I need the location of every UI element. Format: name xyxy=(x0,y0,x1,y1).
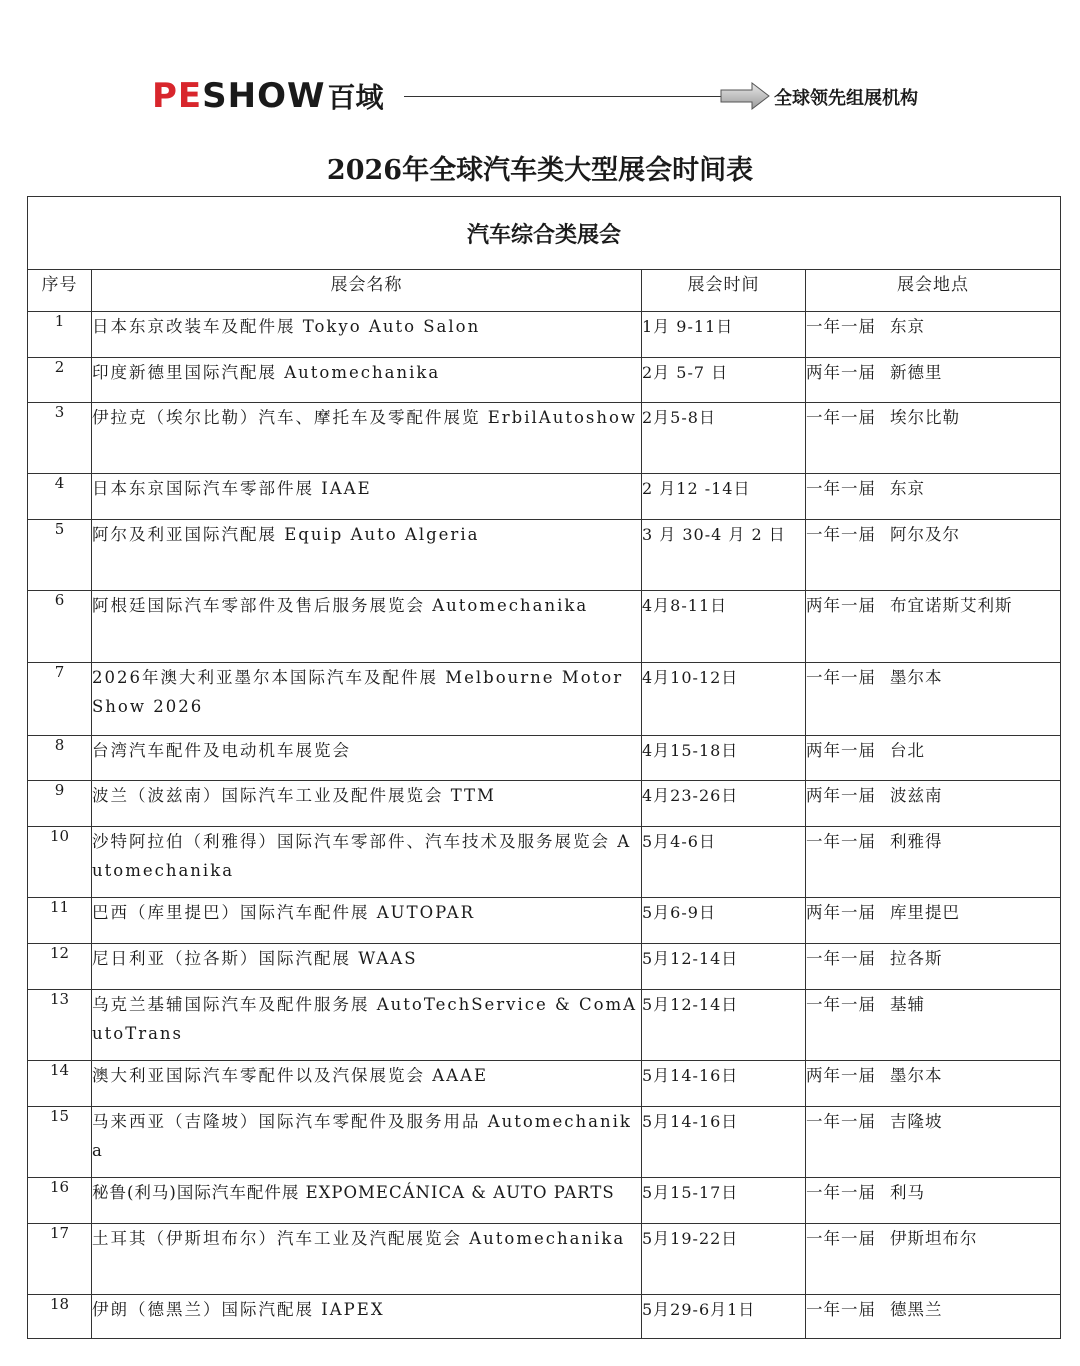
exhibition-location xyxy=(806,591,1061,663)
exhibition-city: 吉隆坡 xyxy=(890,1112,943,1131)
arrow-right-icon xyxy=(720,82,770,110)
row-number: 8 xyxy=(28,736,92,781)
exhibition-date: 1月 9-11日 xyxy=(642,312,806,358)
exhibition-city: 基辅 xyxy=(890,995,925,1014)
table-row xyxy=(28,1061,1061,1107)
table-row xyxy=(28,944,1061,990)
row-number: 6 xyxy=(28,591,92,663)
exhibition-location xyxy=(806,663,1061,736)
row-number: 5 xyxy=(28,520,92,591)
exhibition-frequency: 两年一届 xyxy=(806,1066,876,1085)
exhibition-name: 巴西（库里提巴）国际汽车配件展 AUTOPAR xyxy=(92,898,642,944)
table-row xyxy=(28,591,1061,663)
row-number: 13 xyxy=(28,990,92,1061)
row-number: 9 xyxy=(28,781,92,827)
exhibition-schedule-table xyxy=(27,196,1061,1339)
exhibition-location xyxy=(806,736,1061,781)
table-row xyxy=(28,312,1061,358)
row-number: 17 xyxy=(28,1224,92,1295)
exhibition-date: 4月8-11日 xyxy=(642,591,806,663)
row-number: 12 xyxy=(28,944,92,990)
exhibition-date: 5月29-6月1日 xyxy=(642,1295,806,1339)
row-number: 3 xyxy=(28,403,92,474)
exhibition-frequency: 一年一届 xyxy=(806,1229,876,1248)
row-number: 4 xyxy=(28,474,92,520)
exhibition-frequency: 一年一届 xyxy=(806,1300,876,1319)
exhibition-frequency: 一年一届 xyxy=(806,832,876,851)
exhibition-city: 阿尔及尔 xyxy=(890,525,960,544)
exhibition-date: 5月6-9日 xyxy=(642,898,806,944)
exhibition-date: 2月5-8日 xyxy=(642,403,806,474)
exhibition-location xyxy=(806,1295,1061,1339)
exhibition-location xyxy=(806,1224,1061,1295)
exhibition-name: 马来西亚（吉隆坡）国际汽车零配件及服务用品 Automechanika xyxy=(92,1107,642,1178)
exhibition-city: 拉各斯 xyxy=(890,949,943,968)
exhibition-location xyxy=(806,1178,1061,1224)
exhibition-location xyxy=(806,520,1061,591)
logo-chinese-text: 百域 xyxy=(327,81,384,114)
exhibition-location xyxy=(806,990,1061,1061)
exhibition-date: 2 月12 -14日 xyxy=(642,474,806,520)
row-number: 2 xyxy=(28,358,92,403)
exhibition-name: 印度新德里国际汽配展 Automechanika xyxy=(92,358,642,403)
row-number: 7 xyxy=(28,663,92,736)
exhibition-city: 布宜诺斯艾利斯 xyxy=(890,596,1013,615)
header-rule-line xyxy=(404,96,722,97)
table-row xyxy=(28,1224,1061,1295)
exhibition-date: 5月19-22日 xyxy=(642,1224,806,1295)
exhibition-name: 波兰（波兹南）国际汽车工业及配件展览会 TTM xyxy=(92,781,642,827)
document-header xyxy=(0,0,1080,130)
tagline: 全球领先组展机构 xyxy=(774,88,918,109)
exhibition-city: 德黑兰 xyxy=(890,1300,943,1319)
exhibition-name: 阿尔及利亚国际汽配展 Equip Auto Algeria xyxy=(92,520,642,591)
exhibition-frequency: 一年一届 xyxy=(806,525,876,544)
exhibition-location xyxy=(806,827,1061,898)
exhibition-name: 乌克兰基辅国际汽车及配件服务展 AutoTechService & ComAutoTrans xyxy=(92,990,642,1061)
exhibition-location xyxy=(806,944,1061,990)
row-number: 18 xyxy=(28,1295,92,1339)
exhibition-location xyxy=(806,1107,1061,1178)
exhibition-frequency: 两年一届 xyxy=(806,903,876,922)
table-row xyxy=(28,474,1061,520)
exhibition-location xyxy=(806,312,1061,358)
document-title: 2026年全球汽车类大型展会时间表 xyxy=(326,155,754,186)
exhibition-frequency: 一年一届 xyxy=(806,479,876,498)
exhibition-location xyxy=(806,1061,1061,1107)
exhibition-location xyxy=(806,358,1061,403)
exhibition-frequency: 一年一届 xyxy=(806,408,876,427)
exhibition-frequency: 一年一届 xyxy=(806,949,876,968)
exhibition-frequency: 两年一届 xyxy=(806,741,876,760)
exhibition-name: 伊朗（德黑兰）国际汽配展 IAPEX xyxy=(92,1295,642,1339)
exhibition-city: 库里提巴 xyxy=(890,903,960,922)
exhibition-city: 东京 xyxy=(890,479,925,498)
column-header-row xyxy=(28,270,1061,312)
logo-show-text: SHOW xyxy=(202,76,326,116)
table-row xyxy=(28,1178,1061,1224)
exhibition-date: 5月15-17日 xyxy=(642,1178,806,1224)
exhibition-date: 4月15-18日 xyxy=(642,736,806,781)
row-number: 1 xyxy=(28,312,92,358)
exhibition-location xyxy=(806,898,1061,944)
table-row xyxy=(28,736,1061,781)
exhibition-date: 4月10-12日 xyxy=(642,663,806,736)
exhibition-city: 利马 xyxy=(890,1183,925,1202)
logo-pe-text: PE xyxy=(152,76,203,116)
row-number: 10 xyxy=(28,827,92,898)
exhibition-city: 伊斯坦布尔 xyxy=(890,1229,978,1248)
column-header-no: 序号 xyxy=(28,270,92,312)
exhibition-city: 利雅得 xyxy=(890,832,943,851)
exhibition-frequency: 一年一届 xyxy=(806,1183,876,1202)
exhibition-name: 澳大利亚国际汽车零配件以及汽保展览会 AAAE xyxy=(92,1061,642,1107)
column-header-date: 展会时间 xyxy=(642,270,806,312)
table-row xyxy=(28,520,1061,591)
table-row xyxy=(28,990,1061,1061)
exhibition-date: 3 月 30-4 月 2 日 xyxy=(642,520,806,591)
exhibition-frequency: 两年一届 xyxy=(806,363,876,382)
exhibition-date: 2月 5-7 日 xyxy=(642,358,806,403)
exhibition-frequency: 一年一届 xyxy=(806,668,876,687)
exhibition-location xyxy=(806,403,1061,474)
section-row xyxy=(28,197,1061,270)
exhibition-date: 5月12-14日 xyxy=(642,944,806,990)
exhibition-name: 台湾汽车配件及电动机车展览会 xyxy=(92,736,642,781)
exhibition-frequency: 两年一届 xyxy=(806,786,876,805)
table-row xyxy=(28,1107,1061,1178)
exhibition-name: 日本东京国际汽车零部件展 IAAE xyxy=(92,474,642,520)
exhibition-date: 4月23-26日 xyxy=(642,781,806,827)
exhibition-location xyxy=(806,781,1061,827)
exhibition-city: 新德里 xyxy=(890,363,943,382)
exhibition-name: 土耳其（伊斯坦布尔）汽车工业及汽配展览会 Automechanika xyxy=(92,1224,642,1295)
exhibition-name: 沙特阿拉伯（利雅得）国际汽车零部件、汽车技术及服务展览会 Automechanika xyxy=(92,827,642,898)
exhibition-name: 尼日利亚（拉各斯）国际汽配展 WAAS xyxy=(92,944,642,990)
table-row xyxy=(28,403,1061,474)
exhibition-city: 墨尔本 xyxy=(890,1066,943,1085)
column-header-name: 展会名称 xyxy=(92,270,642,312)
exhibition-frequency: 两年一届 xyxy=(806,596,876,615)
peshow-logo xyxy=(152,74,384,118)
table-row xyxy=(28,1295,1061,1339)
row-number: 16 xyxy=(28,1178,92,1224)
exhibition-date: 5月14-16日 xyxy=(642,1107,806,1178)
exhibition-frequency: 一年一届 xyxy=(806,317,876,336)
table-row xyxy=(28,358,1061,403)
row-number: 15 xyxy=(28,1107,92,1178)
exhibition-name: 日本东京改装车及配件展 Tokyo Auto Salon xyxy=(92,312,642,358)
exhibition-city: 台北 xyxy=(890,741,925,760)
exhibition-city: 埃尔比勒 xyxy=(890,408,960,427)
section-title: 汽车综合类展会 xyxy=(28,197,1061,270)
exhibition-date: 5月14-16日 xyxy=(642,1061,806,1107)
exhibition-location xyxy=(806,474,1061,520)
exhibition-city: 墨尔本 xyxy=(890,668,943,687)
exhibition-name: 秘鲁(利马)国际汽车配件展 EXPOMECÁNICA & AUTO PARTS xyxy=(92,1178,642,1224)
exhibition-date: 5月12-14日 xyxy=(642,990,806,1061)
row-number: 11 xyxy=(28,898,92,944)
exhibition-city: 波兹南 xyxy=(890,786,943,805)
exhibition-date: 5月4-6日 xyxy=(642,827,806,898)
column-header-location: 展会地点 xyxy=(806,270,1061,312)
exhibition-city: 东京 xyxy=(890,317,925,336)
exhibition-name: 阿根廷国际汽车零部件及售后服务展览会 Automechanika xyxy=(92,591,642,663)
table-row xyxy=(28,827,1061,898)
table-row xyxy=(28,898,1061,944)
table-row xyxy=(28,781,1061,827)
exhibition-name: 2026年澳大利亚墨尔本国际汽车及配件展 Melbourne Motor Show 2026 xyxy=(92,663,642,736)
exhibition-name: 伊拉克（埃尔比勒）汽车、摩托车及零配件展览 ErbilAutoshow xyxy=(92,403,642,474)
table-row xyxy=(28,663,1061,736)
exhibition-frequency: 一年一届 xyxy=(806,1112,876,1131)
exhibition-frequency: 一年一届 xyxy=(806,995,876,1014)
row-number: 14 xyxy=(28,1061,92,1107)
